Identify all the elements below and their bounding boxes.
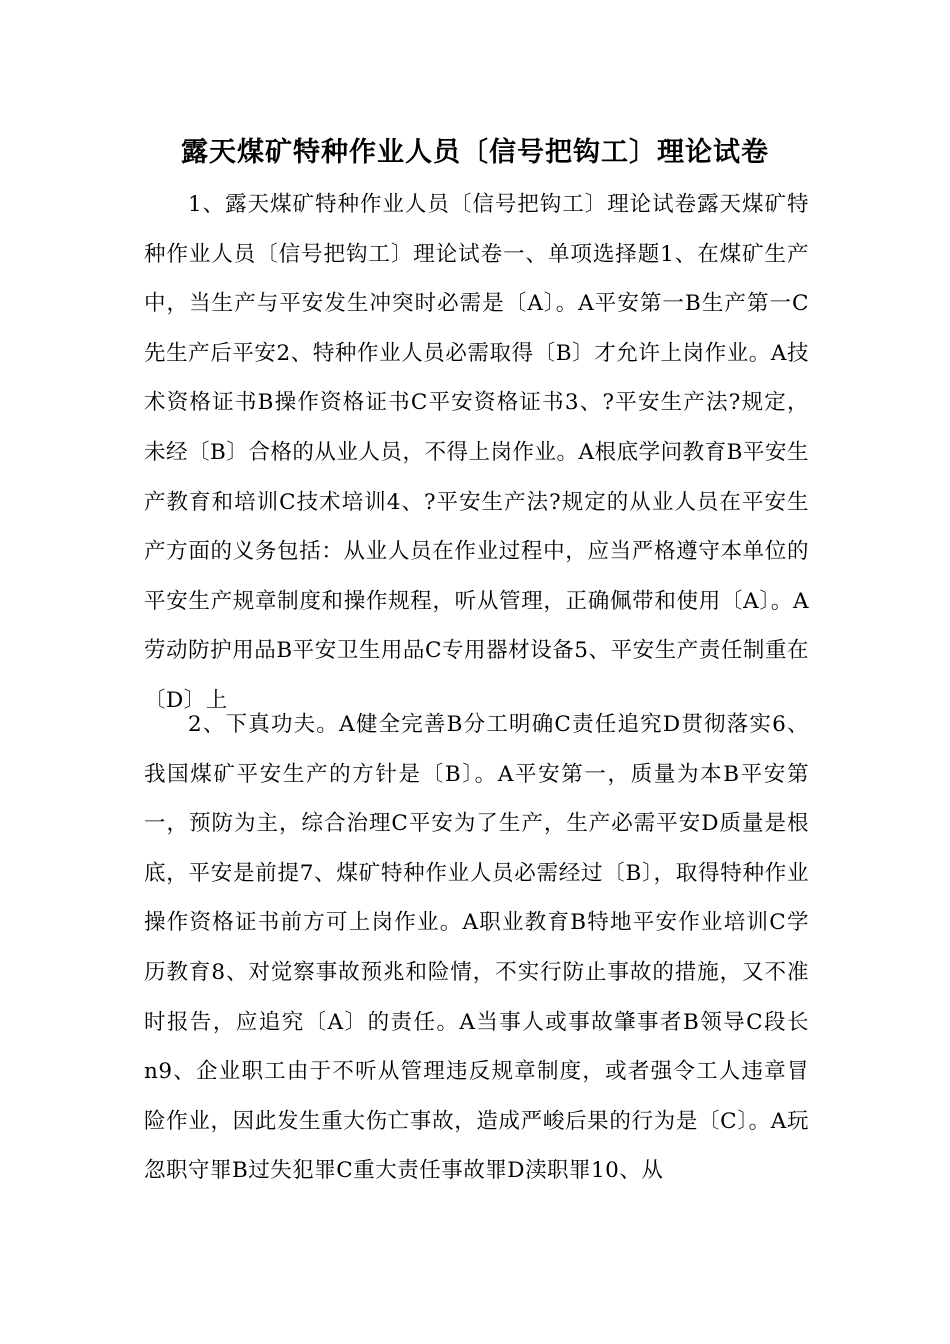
paragraph-1: 1、露天煤矿特种作业人员〔信号把钩工〕理论试卷露天煤矿特种作业人员〔信号把钩工〕理论试卷一、单项选择题1、在煤矿生产中，当生产与平安发生冲突时必需是〔A〕。A平安第一B生产第一C先生产后平安2、特种作业人员必需取得〔B〕才允许上岗作业。A技术资格证书B操作资格证书C平安资格证书3、?平安生产法?规定，未经〔B〕合格的从业人员，不得上岗作业。A根底学问教育B平安生产教育和培训C技术培训4、?平安生产法?规定的从业人员在平安生产方面的义务包括：从业人员在作业过程中，应当严格遵守本单位的平安生产规章制度和操作规程，听从管理，正确佩带和使用〔A〕。A劳动防护用品B平安卫生用品C专用器材设备5、平安生产责任制重在〔D〕上 xyxy=(144,192,809,713)
paragraph-2: 2、下真功夫。A健全完善B分工明确C责任追究D贯彻落实6、我国煤矿平安生产的方针是〔B〕。A平安第一，质量为本B平安第一，预防为主，综合治理C平安为了生产，生产必需平安D质量是根底，平安是前提7、煤矿特种作业人员必需经过〔B〕，取得特种作业操作资格证书前方可上岗作业。A职业教育B特地平安作业培训C学历教育8、对觉察事故预兆和险情，不实行防止事故的措施，又不准时报告，应追究〔A〕的责任。A当事人或事故肇事者B领导C段长n9、企业职工由于不听从管理违反规章制度，或者强令工人违章冒险作业，因此发生重大伤亡事故，造成严峻后果的行为是〔C〕。A玩忽职守罪B过失犯罪C重大责任事故罪D渎职罪10、从 xyxy=(144,712,809,1184)
document-title: 露天煤矿特种作业人员〔信号把钩工〕理论试卷 xyxy=(181,137,769,168)
